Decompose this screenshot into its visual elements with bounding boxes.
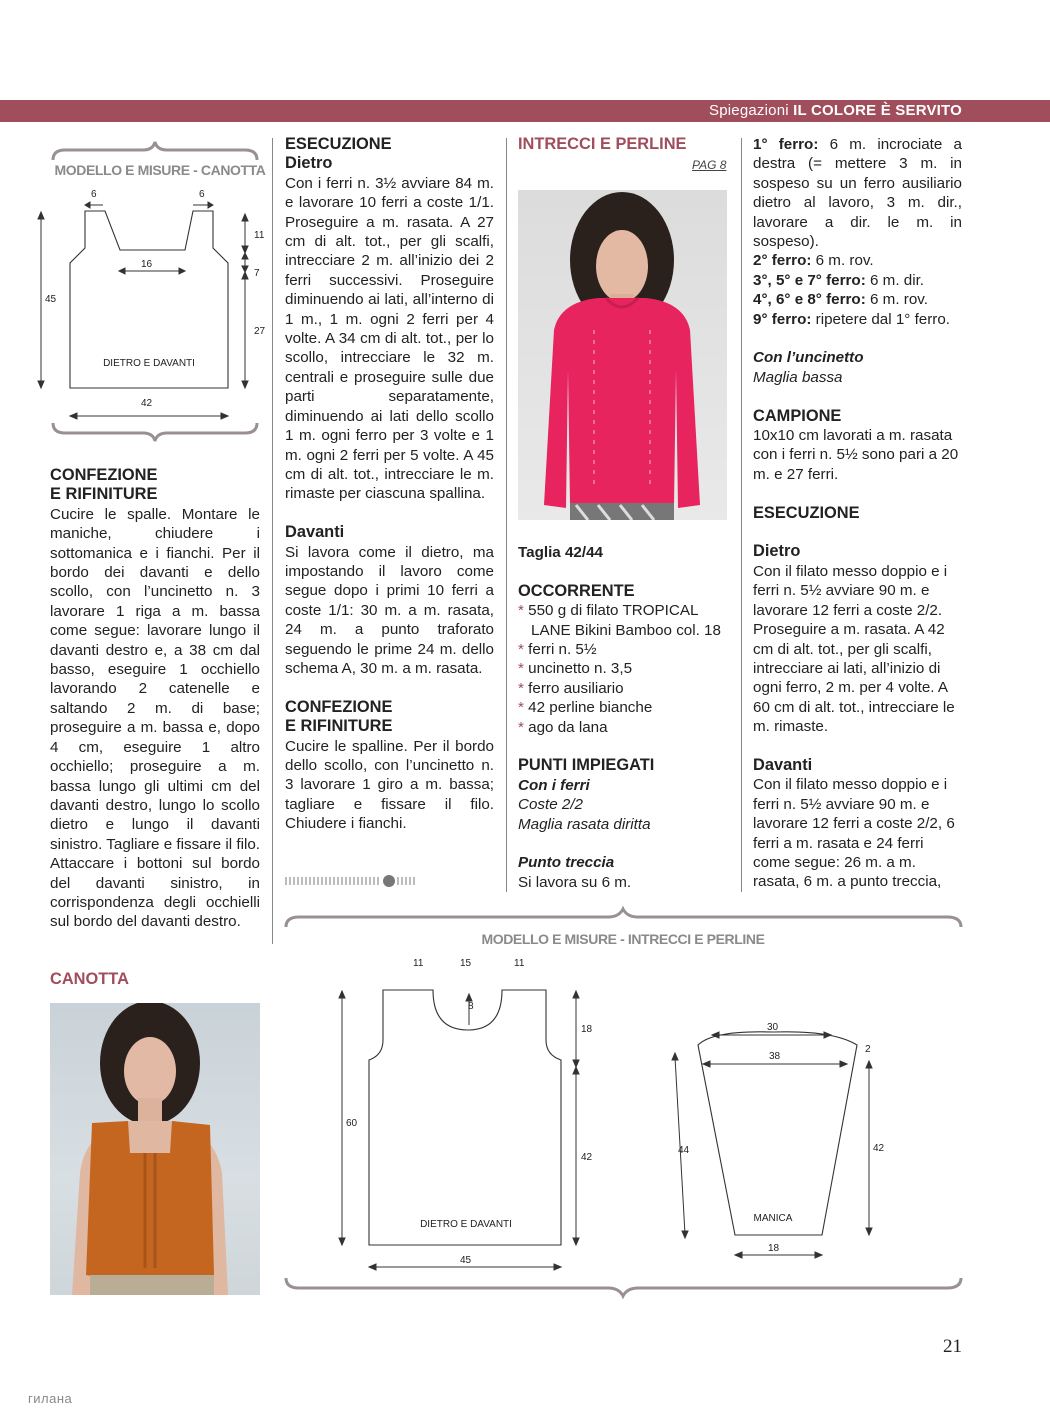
intrecci-title: INTRECCI E PERLINE bbox=[518, 135, 687, 153]
dim-label: 15 bbox=[460, 958, 472, 969]
piece-label: MANICA bbox=[753, 1213, 793, 1224]
diagram-bottom-brace bbox=[286, 1278, 961, 1296]
model-figure bbox=[50, 1003, 260, 1295]
campione-text: 10x10 cm lavorati a m. rasata con i ferri n. 5½ sono pari a 20 m. e 27 ferri. bbox=[753, 427, 959, 483]
page-number: 21 bbox=[943, 1336, 962, 1357]
list-item: * ferri n. 5½ bbox=[518, 641, 597, 659]
list-item: * 550 g di filato TROPICAL LANE Bikini Bamboo col. 18 bbox=[518, 602, 721, 639]
dim-label: 44 bbox=[678, 1145, 690, 1156]
column-divider bbox=[506, 138, 507, 892]
intrecci-photo bbox=[518, 190, 727, 520]
canotta-title: CANOTTA bbox=[50, 970, 129, 988]
dim-label: 7 bbox=[254, 268, 260, 279]
maglia-bassa: Maglia bassa bbox=[753, 368, 843, 386]
dim-label: 42 bbox=[581, 1152, 593, 1163]
dim-label: 45 bbox=[460, 1255, 472, 1266]
punti-title: PUNTI IMPIEGATI bbox=[518, 756, 655, 775]
ferro-3-text: 6 m. dir. bbox=[870, 271, 925, 289]
piece-label: DIETRO E DAVANTI bbox=[420, 1219, 512, 1230]
campione-title: CAMPIONE bbox=[753, 406, 842, 425]
punto-treccia: Punto treccia bbox=[518, 854, 615, 872]
dim-label: 11 bbox=[413, 958, 424, 969]
dim-label: 11 bbox=[514, 958, 525, 969]
sleeve-shape bbox=[698, 1032, 857, 1235]
column-3 bbox=[518, 543, 730, 892]
davanti-text: Si lavora come il dietro, ma impostando il lavoro come segue dopo i primi 10 ferri a coste 1/1: 30 m. a m. rasata, 24 m. a punto traforato seguendo le prime 24 m. dello schema A, 30 m. a m. rasata. bbox=[285, 543, 494, 677]
watermark: гилана bbox=[28, 1391, 73, 1406]
section-end-ornament bbox=[285, 874, 495, 888]
confezione-title-line1: CONFEZIONE bbox=[285, 697, 393, 716]
diagram-bottom-brace bbox=[53, 423, 257, 441]
dim-label: 18 bbox=[768, 1243, 780, 1254]
column-2 bbox=[285, 135, 494, 834]
esecuzione-title: ESECUZIONE bbox=[285, 135, 392, 153]
esecuzione-title: ESECUZIONE bbox=[753, 503, 860, 522]
diagram-top-brace bbox=[53, 142, 257, 160]
diagram-title: MODELLO E MISURE - INTRECCI E PERLINE bbox=[481, 931, 765, 947]
ferro-2-label: 2° ferro: bbox=[753, 252, 812, 270]
dim-label: 6 bbox=[91, 189, 97, 200]
treccia-text: Si lavora su 6 m. bbox=[518, 873, 632, 891]
occorrente-title: OCCORRENTE bbox=[518, 581, 635, 600]
dim-label: 42 bbox=[141, 398, 153, 409]
diagram-top-brace bbox=[286, 909, 961, 927]
column-1 bbox=[50, 466, 260, 932]
occorrente-list bbox=[518, 601, 730, 737]
section-header bbox=[709, 102, 962, 119]
page-reference: PAG 8 bbox=[692, 158, 727, 172]
ferro-1-text: 6 m. incrociate a destra (= mettere 3 m. in sospeso su un ferro ausiliario dietro al lavoro, 3 m. dir., lavorare a dir. le m. in sospeso). bbox=[753, 136, 962, 251]
davanti-title: Davanti bbox=[285, 523, 345, 542]
dim-label: 11 bbox=[254, 230, 265, 241]
dietro-text: Con il filato messo doppio e i ferri n. 5½ avviare 90 m. e lavorare 12 ferri a coste 2/2. Proseguire a m. rasata. A 42 cm di alt. tot., per gli scalfi, intrecciare ai lati, all’inizio di ogni ferro, 2 m. per 4 volte. A 60 cm di alt. tot., intrecciare le m. rimaste. bbox=[753, 562, 955, 736]
dim-label: 27 bbox=[254, 326, 266, 337]
section-title: IL COLORE È SERVITO bbox=[793, 102, 962, 119]
davanti-title: Davanti bbox=[753, 755, 813, 774]
ferro-4-text: 6 m. rov. bbox=[870, 291, 928, 309]
dim-label: 6 bbox=[199, 189, 205, 200]
list-item: * ferro ausiliario bbox=[518, 679, 624, 697]
ferro-1-label: 1° ferro: bbox=[753, 136, 819, 153]
confezione-title-line2: E RIFINITURE bbox=[50, 485, 158, 504]
maglia-rasata: Maglia rasata diritta bbox=[518, 815, 651, 833]
section-name: Spiegazioni bbox=[709, 102, 789, 119]
canotta-diagram bbox=[35, 138, 275, 448]
column-divider bbox=[272, 138, 273, 944]
confezione-text: Cucire le spalline. Per il bordo dello scollo, con l’uncinetto n. 3 lavorare 1 giro a m. bassa; tagliare e fissare il filo. Chiudere i fianchi. bbox=[285, 737, 494, 833]
dietro-title: Dietro bbox=[753, 542, 801, 561]
canotta-photo bbox=[50, 1003, 260, 1295]
dim-label: 45 bbox=[45, 294, 57, 305]
dim-label: 60 bbox=[346, 1118, 358, 1129]
list-item: * uncinetto n. 3,5 bbox=[518, 660, 633, 678]
body-shape bbox=[369, 990, 561, 1245]
uncinetto-title: Con l’uncinetto bbox=[753, 349, 864, 367]
ferro-4-label: 4°, 6° e 8° ferro: bbox=[753, 291, 866, 309]
dim-label: 8 bbox=[468, 1001, 474, 1012]
confezione-title-line1: CONFEZIONE bbox=[50, 466, 158, 484]
diagram-title: MODELLO E MISURE - CANOTTA bbox=[54, 162, 266, 178]
dietro-title: Dietro bbox=[285, 154, 333, 173]
column-4 bbox=[753, 135, 962, 892]
dim-label: 16 bbox=[141, 259, 153, 270]
confezione-title-line2: E RIFINITURE bbox=[285, 717, 393, 736]
dim-label: 30 bbox=[767, 1022, 779, 1033]
list-item: * 42 perline bianche bbox=[518, 699, 653, 717]
davanti-text: Con il filato messo doppio e i ferri n. 5½ avviare 90 m. e lavorare 12 ferri a coste 2/2, 6 ferri a m. rasata e 24 ferri come segue: 26 m. a m. rasata, 6 m. a punto treccia, bbox=[753, 776, 955, 891]
dim-label: 42 bbox=[873, 1143, 885, 1154]
ferro-3-label: 3°, 5° e 7° ferro: bbox=[753, 271, 866, 289]
dim-label: 2 bbox=[865, 1044, 871, 1055]
column-divider bbox=[741, 138, 742, 892]
dietro-text: Con i ferri n. 3½ avviare 84 m. e lavorare 10 ferri a coste 1/1. Proseguire a m. rasata. A 27 cm di alt. tot., per gli scalfi, intrecciare 2 m. all’inizio dei 2 ferri successivi. Proseguire diminuendo ai lati, all’interno di 1 m., 1 m. ogni 2 ferri per 4 volte. A 34 cm di alt. tot., per lo scollo, intrecciare le 32 m. centrali e proseguire sulle due parti separatamente, diminuendo ai lati dello scollo 1 m. ogni ferro per 3 volte e 1 m. ogni 2 ferri per 5 volte. A 45 cm di alt. tot., intrecciare le m. rimaste per ciascuna spallina. bbox=[285, 174, 494, 503]
confezione-text: Cucire le spalle. Montare le maniche, chiudere i sottomanica e i fianchi. Per il bordo dei davanti e dello scollo, con l’uncinetto n. 3 lavorare 1 riga a m. bassa come segue: lavorare lungo il davanti destro e, a 38 cm dal basso, eseguire 1 occhiello lavorando 2 catenelle e saltando 2 m. di base; proseguire a m. bassa e, dopo 4 cm, eseguire 1 altro occhiello; proseguire a m. bassa lungo gli ultimi cm del davanti destro, lungo lo scollo dietro e lungo il davanti sinistro. Tagliare e fissare il filo. Attaccare i bottoni sul bordo del davanti sinistro, in corrispondenza degli occhielli sul bordo del davanti destro. bbox=[50, 505, 260, 931]
dim-label: 18 bbox=[581, 1024, 593, 1035]
intrecci-diagram bbox=[283, 905, 965, 1300]
con-ferri: Con i ferri bbox=[518, 776, 590, 794]
ferro-2-text: 6 m. rov. bbox=[815, 252, 874, 270]
list-item: * ago da lana bbox=[518, 718, 608, 736]
ferro-9-label: 9° ferro: bbox=[753, 310, 812, 328]
piece-label: DIETRO E DAVANTI bbox=[103, 358, 195, 369]
dim-label: 38 bbox=[769, 1051, 781, 1062]
taglia: Taglia 42/44 bbox=[518, 544, 603, 561]
coste: Coste 2/2 bbox=[518, 796, 584, 814]
ferro-9-text: ripetere dal 1° ferro. bbox=[815, 310, 951, 328]
model-figure bbox=[518, 190, 727, 520]
